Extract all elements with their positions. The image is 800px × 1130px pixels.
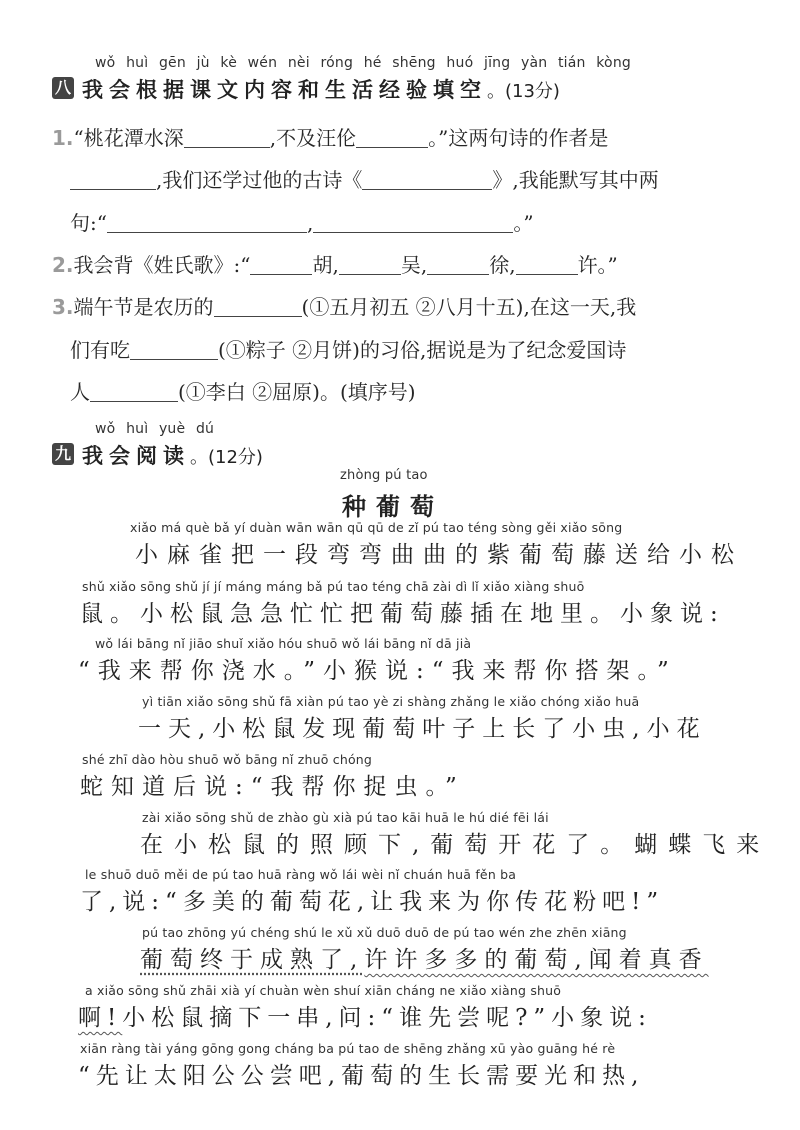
q2-text-c: 吴, — [400, 253, 428, 277]
section-9-title-text: 我会阅读 — [82, 444, 190, 468]
story-line-10-pinyin: xiān ràng tài yáng gōng gong cháng ba pú tao de shēng zhǎng xū yào guāng hé rè — [80, 1041, 616, 1056]
q1-text-2a: ,我们还学过他的古诗《 — [156, 168, 363, 192]
q3-line-2 — [70, 334, 626, 363]
section-8-title — [82, 74, 560, 104]
q2-text-d: 徐, — [489, 253, 516, 277]
section-8-badge: 八 — [52, 77, 74, 99]
q2-blank-4[interactable] — [516, 254, 578, 275]
q1-blank-5[interactable] — [107, 212, 307, 233]
story-line-7: 了,说:“多美的葡萄花,让我来为你传花粉吧!” — [80, 889, 665, 915]
q1-text-3a: 句:“ — [70, 211, 107, 235]
story-line-8 — [140, 941, 709, 974]
q2-text-b: 胡, — [312, 253, 339, 277]
q1-text-1c: 。”这两句诗的作者是 — [428, 126, 609, 150]
q3-text-2a: 们有吃 — [70, 338, 130, 362]
q1-line-1 — [52, 122, 608, 151]
story-line-1: 小麻雀把一段弯弯曲曲的紫葡萄藤送给小松 — [135, 542, 743, 568]
q1-line-3 — [70, 207, 534, 236]
q1-text-3b: , — [306, 211, 314, 235]
q3-blank-3[interactable] — [90, 381, 178, 402]
q2-text-e: 许。” — [577, 253, 618, 277]
q1-text-2b: 》,我能默写其中两 — [492, 168, 659, 192]
story-line-5: 蛇知道后说:“我帮你捉虫。” — [80, 774, 465, 800]
q1-blank-2[interactable] — [356, 127, 428, 148]
q3-text-2b: (①粽子 ②月饼)的习俗,据说是为了纪念爱国诗 — [218, 338, 627, 362]
section-8-title-text: 我会根据课文内容和生活经验填空 — [82, 78, 487, 102]
story-line-2: 鼠。小松鼠急急忙忙把葡萄藤插在地里。小象说: — [80, 601, 725, 627]
story-line-9-part-a: 啊! — [78, 1005, 123, 1031]
story-line-9 — [78, 999, 652, 1032]
q1-line-2 — [70, 164, 659, 193]
story-line-7-pinyin: le shuō duō měi de pú tao huā ràng wǒ lái wèi nǐ chuán huā fěn ba — [85, 867, 517, 882]
story-line-10: “先让太阳公公尝吧,葡萄的生长需要光和热, — [78, 1063, 645, 1089]
q1-blank-6[interactable] — [313, 212, 513, 233]
q3-text-3a: 人 — [70, 380, 90, 404]
q3-line-3 — [70, 376, 416, 405]
story-line-4: 一天,小松鼠发现葡萄叶子上长了小虫,小花 — [138, 716, 707, 742]
q2-number: 2. — [52, 253, 74, 277]
story-line-3: “我来帮你浇水。”小猴说:“我来帮你搭架。” — [78, 658, 677, 684]
story-line-3-pinyin: wǒ lái bāng nǐ jiāo shuǐ xiǎo hóu shuō wǒ lái bāng nǐ dā jià — [95, 636, 472, 651]
story-line-8-part-a: 葡萄终于成熟了, — [140, 947, 365, 973]
q2-blank-2[interactable] — [339, 254, 401, 275]
section-9-badge: 九 — [52, 443, 74, 465]
q1-number: 1. — [52, 126, 74, 150]
q1-blank-1[interactable] — [184, 127, 270, 148]
story-line-8-pinyin: pú tao zhōng yú chéng shú le xǔ xǔ duō duō de pú tao wén zhe zhēn xiāng — [142, 925, 627, 940]
q2-blank-3[interactable] — [427, 254, 489, 275]
section-9-score: 。(12分) — [190, 447, 263, 468]
story-line-8-part-b: 许许多多的葡萄,闻着真香 — [364, 947, 709, 973]
story-line-6-pinyin: zài xiǎo sōng shǔ de zhào gù xià pú tao kāi huā le hú dié fēi lái — [142, 810, 549, 825]
q3-text-1a: 端午节是农历的 — [73, 295, 214, 319]
story-line-9-part-b: 小松鼠摘下一串,问:“谁先尝呢?”小象说: — [122, 1005, 652, 1031]
story-title: 种葡萄 — [342, 492, 444, 521]
story-line-9-pinyin: a xiǎo sōng shǔ zhāi xià yí chuàn wèn shuí xiān cháng ne xiǎo xiàng shuō — [85, 983, 562, 998]
section-9-title — [82, 440, 263, 470]
section-8-pinyin: wǒ huì gēn jù kè wén nèi róng hé shēng huó jīng yàn tián kòng — [95, 55, 631, 71]
q3-text-3b: (①李白 ②屈原)。(填序号) — [178, 380, 416, 404]
q2-blank-1[interactable] — [250, 254, 312, 275]
q3-blank-2[interactable] — [130, 339, 218, 360]
story-line-2-pinyin: shǔ xiǎo sōng shǔ jí jí máng máng bǎ pú tao téng chā zài dì lǐ xiǎo xiàng shuō — [82, 579, 585, 594]
q2-line — [52, 249, 618, 278]
q1-text-1a: “桃花潭水深 — [73, 126, 184, 150]
q3-line-1 — [52, 291, 636, 320]
story-line-4-pinyin: yì tiān xiǎo sōng shǔ fā xiàn pú tao yè zi shàng zhǎng le xiǎo chóng xiǎo huā — [142, 694, 640, 709]
story-line-1-pinyin: xiǎo má què bǎ yí duàn wān wān qū qū de zǐ pú tao téng sòng gěi xiǎo sōng — [130, 520, 623, 535]
q2-text-a: 我会背《姓氏歌》:“ — [73, 253, 251, 277]
q1-blank-3[interactable] — [70, 169, 156, 190]
section-8-score: 。(13分) — [487, 81, 560, 102]
q3-number: 3. — [52, 295, 74, 319]
q1-blank-4[interactable] — [362, 169, 492, 190]
q3-text-1b: (①五月初五 ②八月十五),在这一天,我 — [301, 295, 637, 319]
story-line-5-pinyin: shé zhī dào hòu shuō wǒ bāng nǐ zhuō chóng — [82, 752, 373, 767]
q3-blank-1[interactable] — [214, 296, 302, 317]
q1-text-3c: 。” — [513, 211, 534, 235]
story-line-6: 在小松鼠的照顾下,葡萄开花了。蝴蝶飞来 — [140, 832, 771, 858]
q1-text-1b: ,不及汪伦 — [269, 126, 357, 150]
section-9-pinyin: wǒ huì yuè dú — [95, 421, 215, 437]
story-title-pinyin: zhòng pú tao — [340, 468, 428, 483]
